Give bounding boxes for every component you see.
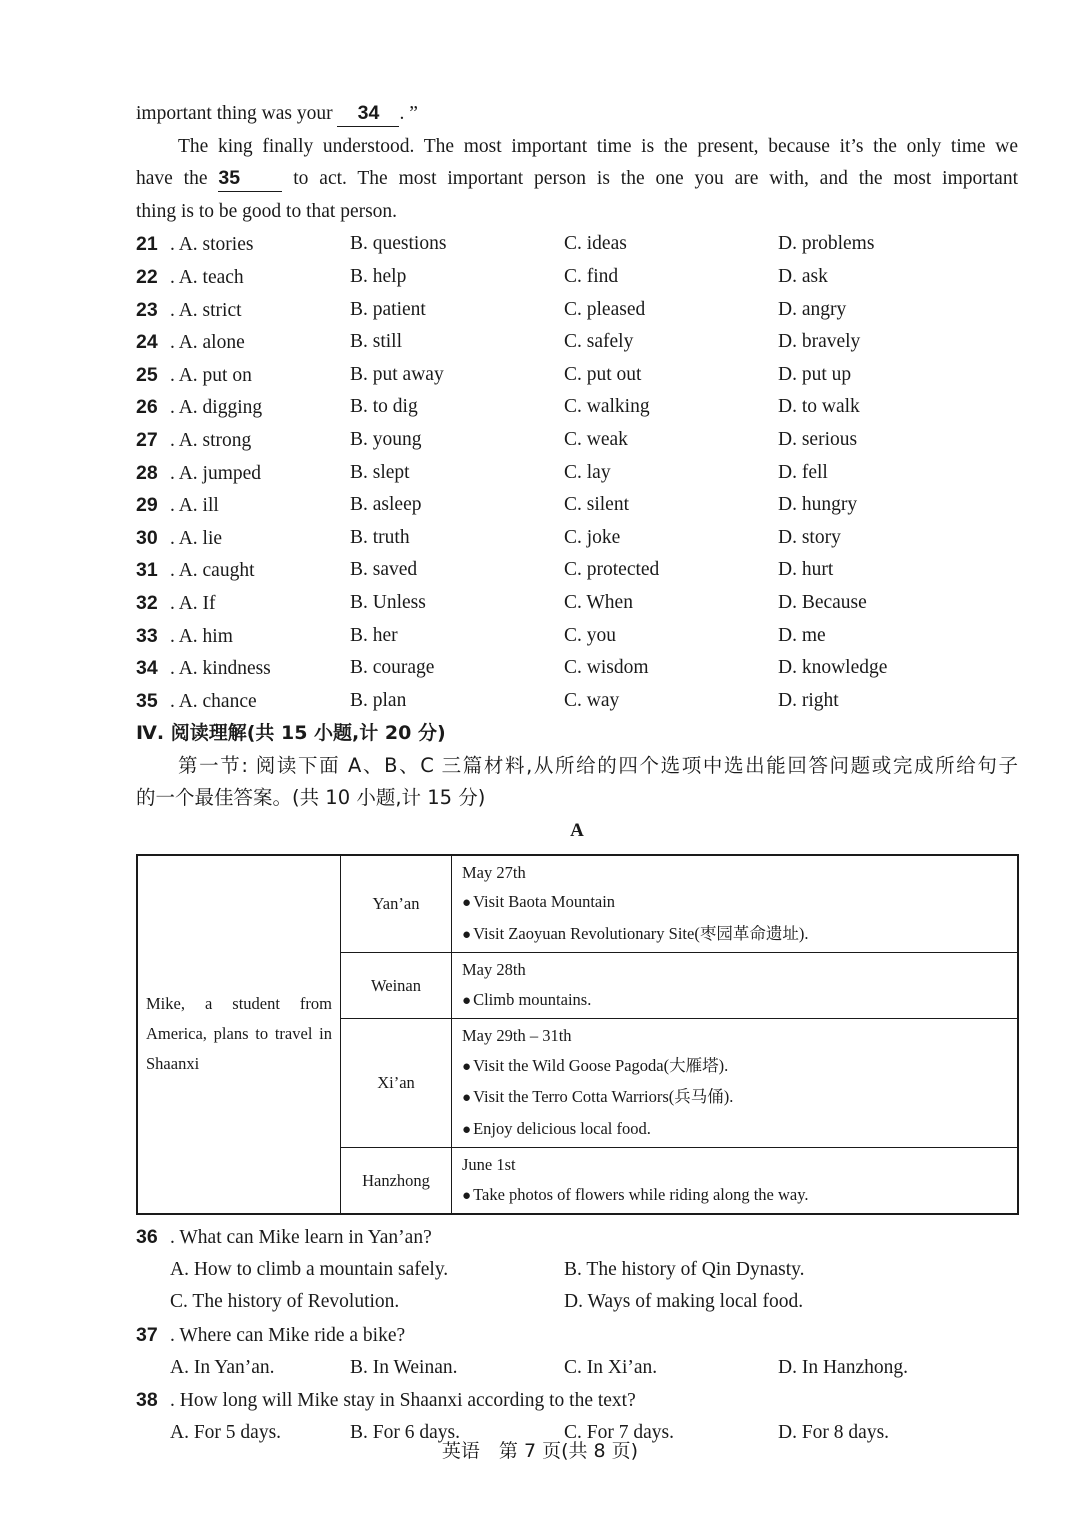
option-d: D. bravely <box>778 331 861 353</box>
cloze-option-row <box>136 294 1018 327</box>
passage-line-4: thing is to be good to that person. <box>136 200 398 222</box>
option-d: D. hurt <box>778 559 834 581</box>
answer-option-d: D. In Hanzhong. <box>778 1356 908 1378</box>
answer-option-b: B. The history of Qin Dynasty. <box>564 1258 805 1280</box>
question-number: 27 <box>136 428 158 451</box>
cloze-option-row <box>136 587 1018 620</box>
option-a: 28 . A. jumped <box>136 457 261 491</box>
passage-text: to act. The most important person is the one you are with, and the most important <box>293 168 1018 190</box>
option-a-text: A. stories <box>178 234 254 256</box>
page-footer: 英语 第 7 页(共 8 页) <box>441 1440 639 1462</box>
schedule-activities <box>452 855 1019 953</box>
option-b: B. slept <box>350 461 410 483</box>
option-b: B. saved <box>350 559 418 581</box>
option-a: 29 . A. ill <box>136 489 219 523</box>
question-number: 26 <box>136 396 158 419</box>
option-a-text: A. caught <box>178 560 255 582</box>
option-b: B. courage <box>350 657 435 679</box>
option-a-text: A. If <box>178 592 216 614</box>
question-text: Where can Mike ride a bike? <box>179 1324 406 1346</box>
option-c: C. put out <box>564 363 642 385</box>
answer-option-a: A. For 5 days. <box>170 1421 282 1443</box>
answer-option-d: D. For 8 days. <box>778 1421 890 1443</box>
passage-text: . ” <box>399 103 418 124</box>
question-number: 37 <box>136 1323 158 1346</box>
cloze-option-row <box>136 620 1018 653</box>
schedule-city: Xi’an <box>341 1019 452 1148</box>
option-a-text: A. digging <box>178 397 263 419</box>
schedule-date: May 27th <box>462 862 526 882</box>
option-a-text: A. strict <box>178 299 242 321</box>
option-c: C. pleased <box>564 298 646 320</box>
cloze-option-row <box>136 359 1018 392</box>
option-c: C. wisdom <box>564 657 649 679</box>
activity-text: Visit Zaoyuan Revolutionary Site(枣园革命遗址). <box>473 923 809 943</box>
schedule-activities <box>452 1148 1019 1215</box>
option-a: 22 . A. teach <box>136 261 244 295</box>
option-b: B. still <box>350 331 403 353</box>
schedule-activities <box>452 953 1019 1019</box>
option-a-text: A. put on <box>178 364 252 386</box>
option-d: D. me <box>778 624 826 646</box>
travel-schedule-table <box>136 854 1019 1216</box>
blank-35: 35 <box>218 167 282 192</box>
option-d: D. ask <box>778 265 828 287</box>
question-number: 30 <box>136 526 158 549</box>
answer-options-row <box>136 1352 1018 1385</box>
bullet-icon: ● <box>462 1187 472 1204</box>
option-d: D. story <box>778 526 841 548</box>
option-c: C. lay <box>564 461 611 483</box>
option-a: 33 . A. him <box>136 620 233 654</box>
cloze-option-row <box>136 652 1018 685</box>
section-instruction-line-2: 的一个最佳答案。(共 10 小题,计 15 分) <box>136 786 486 810</box>
option-a-text: A. him <box>178 625 233 647</box>
option-c: C. safely <box>564 331 634 353</box>
cloze-option-row <box>136 457 1018 490</box>
option-c: C. protected <box>564 559 660 581</box>
option-c: C. way <box>564 689 620 711</box>
schedule-city: Weinan <box>341 953 452 1019</box>
schedule-activity <box>462 1051 1007 1083</box>
option-a: 23 . A. strict <box>136 294 242 328</box>
question-number: 32 <box>136 591 158 614</box>
activity-text: Visit Baota Mountain <box>473 892 616 912</box>
option-d: D. put up <box>778 363 852 385</box>
question-text: How long will Mike stay in Shaanxi according to the text? <box>179 1390 636 1412</box>
cloze-option-row <box>136 391 1018 424</box>
question-number: 22 <box>136 265 158 288</box>
schedule-activity <box>462 919 1007 951</box>
schedule-activity <box>462 887 1007 919</box>
cloze-option-row <box>136 424 1018 457</box>
option-d: D. Because <box>778 591 867 613</box>
passage-line-1 <box>136 98 1018 131</box>
option-a-text: A. chance <box>178 690 257 712</box>
option-b: B. asleep <box>350 494 422 516</box>
answer-option-c: C. In Xi’an. <box>564 1356 658 1378</box>
question-number: 29 <box>136 494 158 517</box>
option-b: B. truth <box>350 526 410 548</box>
option-d: D. angry <box>778 298 847 320</box>
answer-option-d: D. Ways of making local food. <box>564 1291 804 1313</box>
option-c: C. joke <box>564 526 621 548</box>
schedule-row <box>137 855 1018 953</box>
option-d: D. hungry <box>778 494 858 516</box>
answer-option-c: C. The history of Revolution. <box>170 1291 400 1313</box>
passage-line-3 <box>136 163 1018 196</box>
bullet-icon: ● <box>462 895 472 912</box>
activity-text: Visit the Wild Goose Pagoda(大雁塔). <box>473 1055 729 1075</box>
schedule-activities <box>452 1019 1019 1148</box>
cloze-option-row <box>136 522 1018 555</box>
option-a: 27 . A. strong <box>136 424 251 458</box>
passage-text: have the <box>136 168 208 190</box>
option-b: B. patient <box>350 298 426 320</box>
activity-text: Take photos of flowers while riding along the way. <box>473 1184 809 1204</box>
activity-text: Visit the Terro Cotta Warriors(兵马俑). <box>473 1087 734 1107</box>
option-a-text: A. ill <box>178 495 219 517</box>
option-a-text: A. kindness <box>178 658 271 680</box>
schedule-city: Hanzhong <box>341 1148 452 1215</box>
option-d: D. knowledge <box>778 657 888 679</box>
option-a: 34 . A. kindness <box>136 652 271 686</box>
bullet-icon: ● <box>462 1058 472 1075</box>
option-c: C. you <box>564 624 617 646</box>
activity-text: Climb mountains. <box>473 989 592 1009</box>
passage-line-2: The king finally understood. The most important time is the present, because it’s the only time we <box>178 135 1018 157</box>
option-a: 24 . A. alone <box>136 326 245 360</box>
cloze-option-row <box>136 685 1018 718</box>
schedule-activity <box>462 985 1007 1017</box>
option-d: D. to walk <box>778 396 860 418</box>
option-a: 32 . A. If <box>136 587 216 621</box>
option-a: 25 . A. put on <box>136 359 252 393</box>
option-b: B. to dig <box>350 396 418 418</box>
answer-option-b: B. For 6 days. <box>350 1421 460 1443</box>
schedule-activity <box>462 1082 1007 1114</box>
option-a: 21 . A. stories <box>136 228 253 262</box>
cloze-option-row <box>136 261 1018 294</box>
question-number: 36 <box>136 1226 158 1249</box>
option-b: B. plan <box>350 689 407 711</box>
schedule-activity <box>462 1114 1007 1146</box>
question-number: 21 <box>136 233 158 256</box>
option-b: B. young <box>350 428 422 450</box>
exam-page-content <box>136 98 1018 1449</box>
option-a-text: A. lie <box>178 527 223 549</box>
option-d: D. fell <box>778 461 828 483</box>
answer-options-row <box>136 1286 1018 1319</box>
schedule-date: May 29th – 31th <box>462 1026 572 1046</box>
cloze-option-row <box>136 554 1018 587</box>
question-number: 28 <box>136 461 158 484</box>
blank-34: 34 <box>337 102 399 127</box>
option-b: B. help <box>350 265 407 287</box>
bullet-icon: ● <box>462 1090 472 1107</box>
option-b: B. questions <box>350 233 447 255</box>
question-list <box>136 1221 1018 1449</box>
option-b: B. put away <box>350 363 444 385</box>
question-number: 23 <box>136 298 158 321</box>
schedule-activity <box>462 1180 1007 1212</box>
schedule-date: May 28th <box>462 960 526 980</box>
section-heading: Ⅳ. 阅读理解(共 15 小题,计 20 分) <box>136 722 446 745</box>
bullet-icon: ● <box>462 992 472 1009</box>
option-b: B. Unless <box>350 591 426 613</box>
option-d: D. right <box>778 689 839 711</box>
option-c: C. ideas <box>564 233 627 255</box>
option-a-text: A. teach <box>178 266 244 288</box>
question-number: 24 <box>136 331 158 354</box>
option-c: C. walking <box>564 396 650 418</box>
question-number: 35 <box>136 689 158 712</box>
question-number: 31 <box>136 559 158 582</box>
option-c: C. find <box>564 265 619 287</box>
answer-option-a: A. How to climb a mountain safely. <box>170 1258 449 1280</box>
option-a-text: A. jumped <box>178 462 262 484</box>
option-a: 35 . A. chance <box>136 685 257 719</box>
passage-text: important thing was your <box>136 103 333 124</box>
section-instruction-line-1: 第一节: 阅读下面 A、B、C 三篇材料,从所给的四个选项中选出能回答问题或完成所给句子 <box>178 753 1018 777</box>
question-number: 33 <box>136 624 158 647</box>
schedule-city: Yan’an <box>341 855 452 953</box>
question-stem: 37 . Where can Mike ride a bike? <box>136 1319 1018 1352</box>
answer-options-row <box>136 1254 1018 1287</box>
question-number: 38 <box>136 1389 158 1412</box>
cloze-option-row <box>136 326 1018 359</box>
option-a-text: A. alone <box>178 332 245 354</box>
option-b: B. her <box>350 624 398 646</box>
schedule-date: June 1st <box>462 1155 516 1175</box>
option-a: 30 . A. lie <box>136 522 222 556</box>
cloze-option-row <box>136 228 1018 261</box>
option-c: C. weak <box>564 428 628 450</box>
option-a: 31 . A. caught <box>136 554 255 588</box>
option-c: C. When <box>564 591 633 613</box>
answer-option-a: A. In Yan’an. <box>170 1356 275 1378</box>
option-d: D. serious <box>778 428 858 450</box>
option-a: 26 . A. digging <box>136 391 262 425</box>
question-stem: 36 . What can Mike learn in Yan’an? <box>136 1221 1018 1254</box>
cloze-option-row <box>136 489 1018 522</box>
question-text: What can Mike learn in Yan’an? <box>179 1227 432 1249</box>
option-d: D. problems <box>778 233 875 255</box>
question-number: 34 <box>136 657 158 680</box>
answer-option-c: C. For 7 days. <box>564 1421 674 1443</box>
option-a-text: A. strong <box>178 429 252 451</box>
question-stem: 38 . How long will Mike stay in Shaanxi according to the text? <box>136 1384 1018 1417</box>
cloze-options-list <box>136 228 1018 717</box>
question-number: 25 <box>136 363 158 386</box>
bullet-icon: ● <box>462 926 472 943</box>
bullet-icon: ● <box>462 1121 472 1138</box>
activity-text: Enjoy delicious local food. <box>473 1118 651 1138</box>
option-c: C. silent <box>564 494 630 516</box>
answer-option-b: B. In Weinan. <box>350 1356 458 1378</box>
passage-label: A <box>570 820 584 842</box>
traveler-description: Mike, a student from America, plans to travel in Shaanxi <box>137 855 341 1215</box>
